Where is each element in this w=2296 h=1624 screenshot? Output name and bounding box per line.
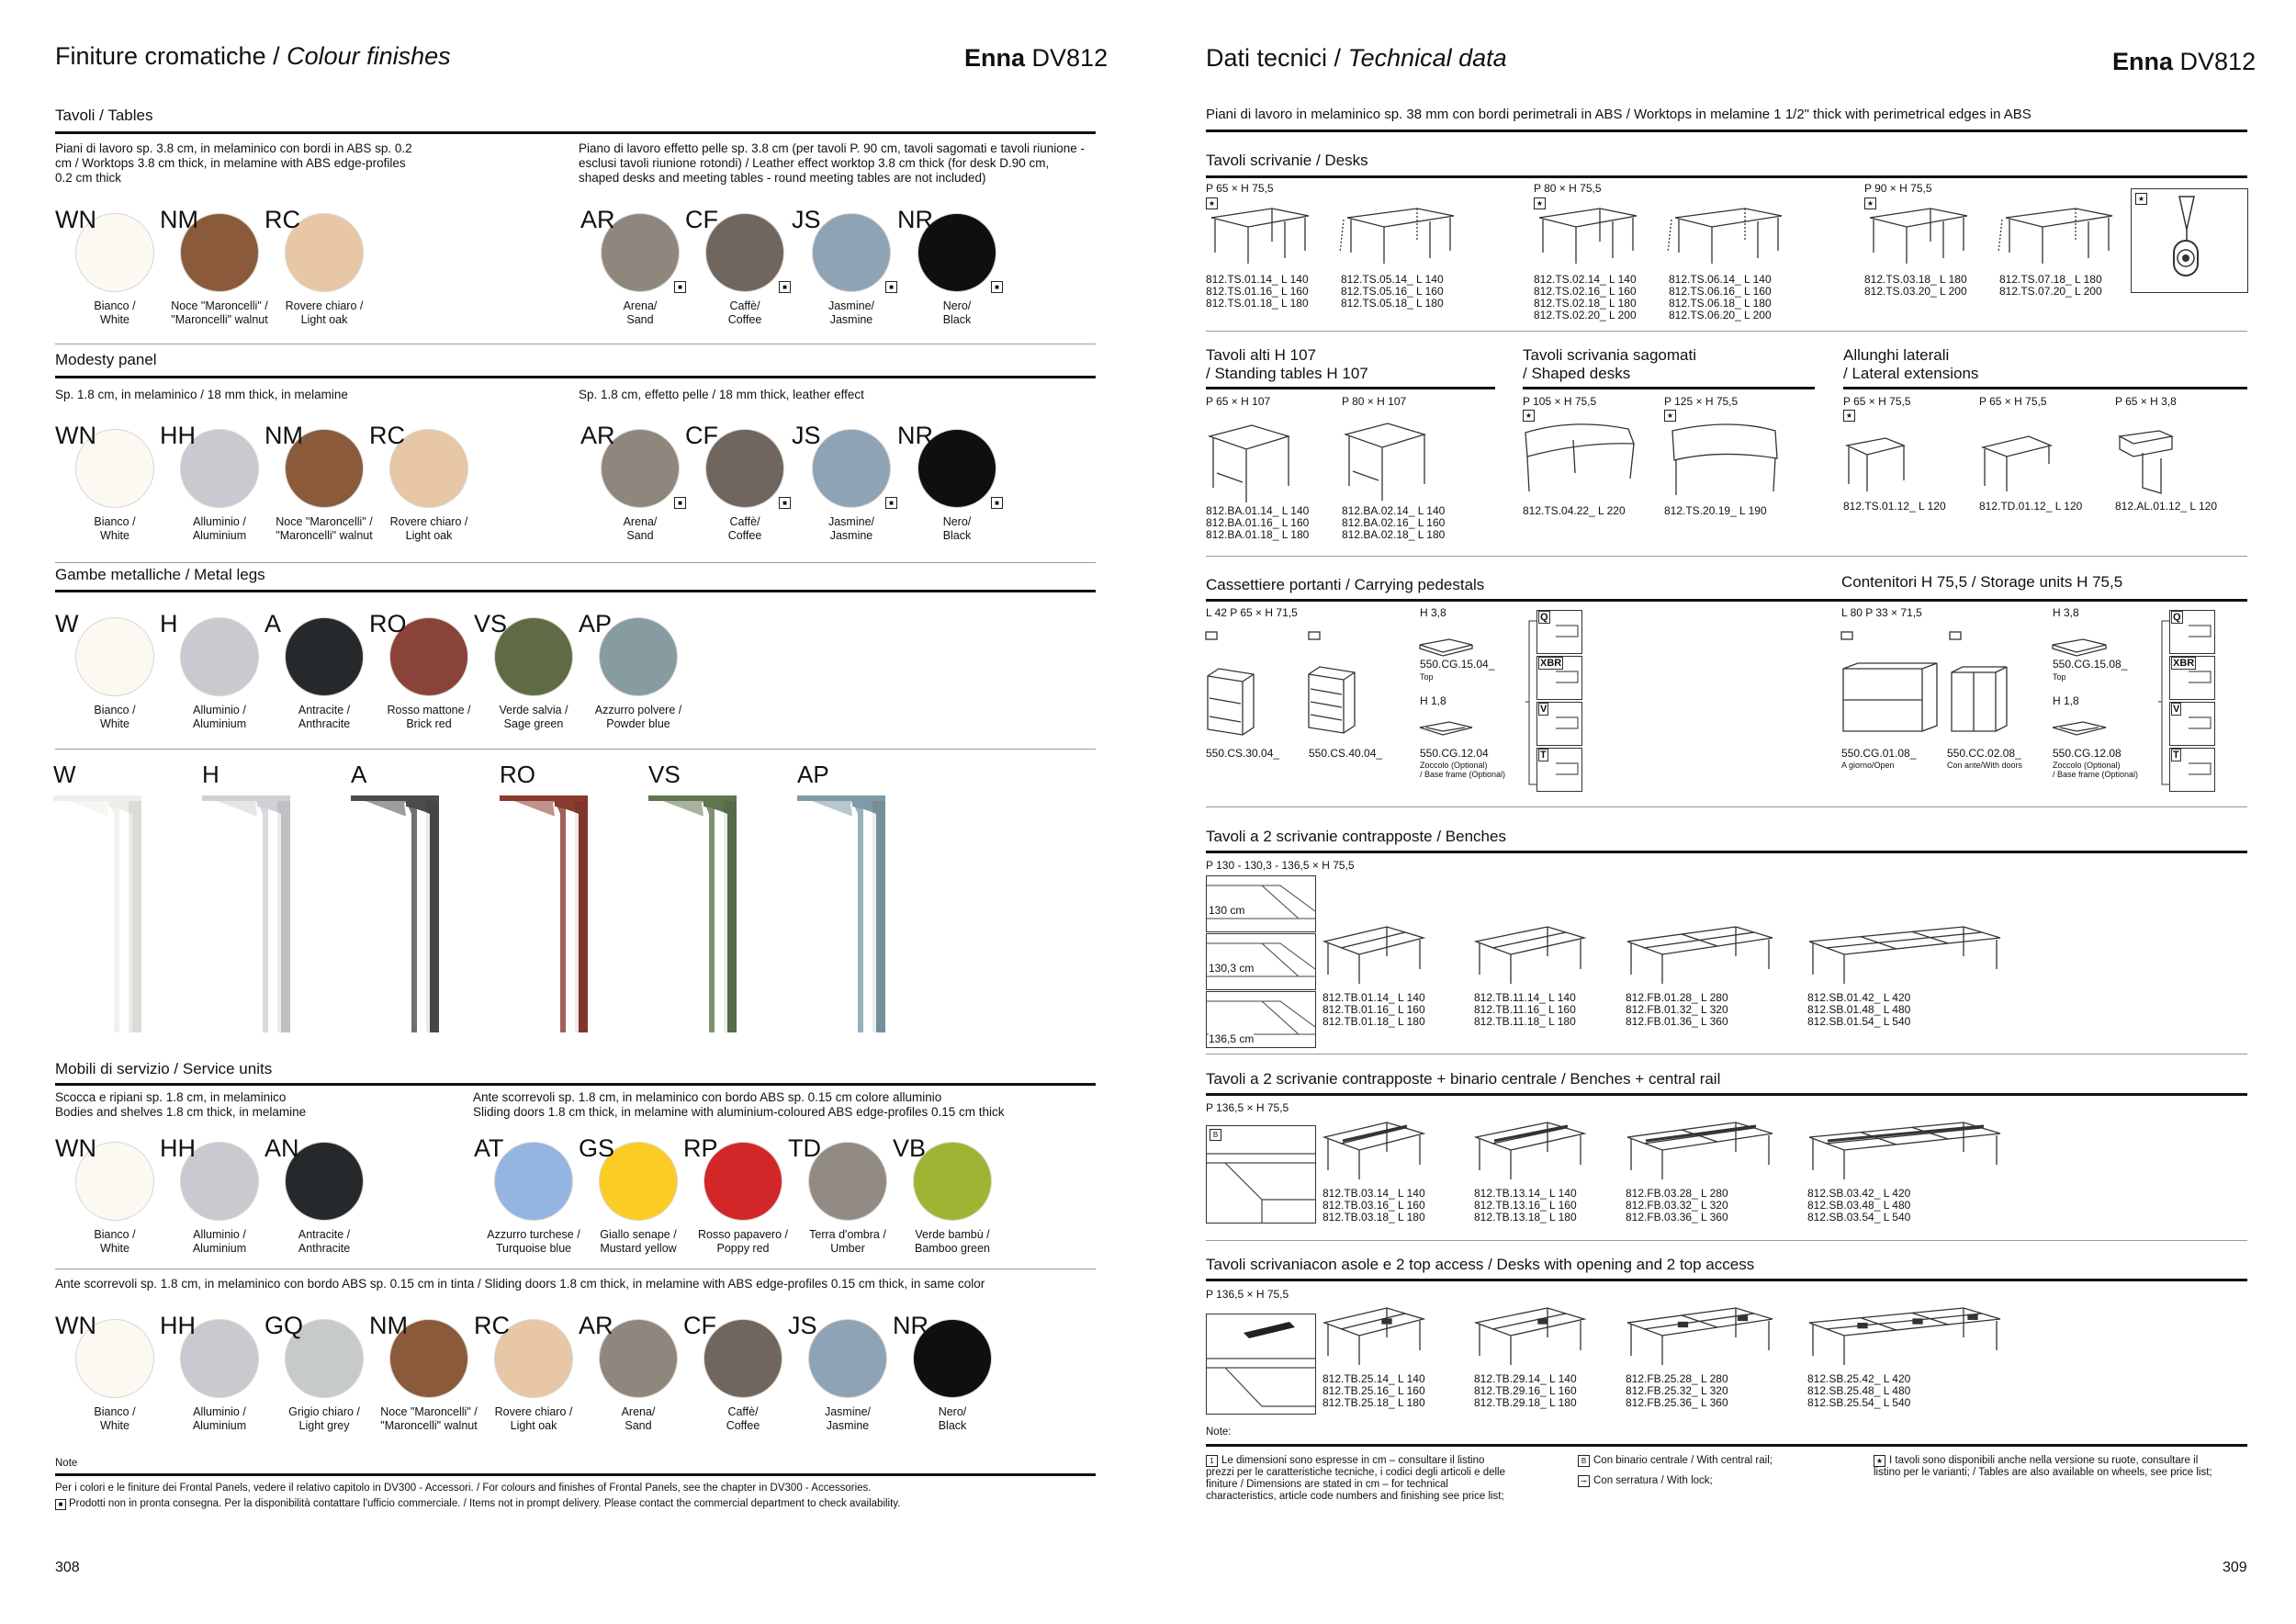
swatch-label: Rovere chiaro / Light oak [494,1405,573,1432]
pedestal-base-label-2: / Base frame (Optional) [1420,770,1506,779]
swatch-label: Antracite / Anthracite [298,1228,351,1255]
section-rule [55,131,1096,134]
swatch-label: Rosso mattone / Brick red [387,704,471,730]
leg-code: W [53,761,76,788]
storage-h38: H 3,8 [2053,606,2079,619]
desk-drawing-extension [2002,207,2131,271]
bench-drawing [1322,1119,1433,1183]
swatch-code: NR [893,1312,929,1339]
storage-code-b: 550.CC.02.08_ [1947,747,2021,760]
note-wheels-text: I tavoli sono disponibili anche nella versione su ruote, consultare il listino per le varianti; / Tables are also available on wheels, see price list; [1874,1455,2212,1478]
swatch-label: Nero/ Black [942,515,972,542]
section-rule [1206,387,1495,389]
swatch-circle [808,1319,887,1398]
leg-code: AP [797,761,829,788]
swatch-label: Rosso papavero / Poppy red [698,1228,788,1255]
modesty-desc-left: Sp. 1.8 cm, in melaminico / 18 mm thick, in melamine [55,388,348,401]
swatch-label: Rovere chiaro / Light oak [285,299,364,326]
rail-detail-drawing [1207,1126,1315,1223]
desk-dim: P 90 × H 75,5 [1864,182,1932,195]
swatch-label: Noce "Maroncelli" / "Maroncelli" walnut [171,299,268,326]
standing-dim-b: P 80 × H 107 [1342,395,1407,408]
swatch-code: GQ [264,1312,304,1339]
swatch-label: Nero/ Black [942,299,972,326]
desk-codes-extension: 812.TS.06.14_ L 140 812.TS.06.16_ L 160 812.TS.06.18_ L 180 812.TS.06.20_ L 200 [1669,273,1772,321]
desk-codes-extension: 812.TS.07.18_ L 180 812.TS.07.20_ L 200 [1999,273,2102,298]
not-in-stock-icon: ■ [991,497,1003,509]
swatch-label: Grigio chiaro / Light grey [288,1405,360,1432]
not-in-stock-icon: ■ [885,497,897,509]
storage-top-code: 550.CG.15.08_ [2053,658,2128,671]
not-in-stock-icon: ■ [779,281,791,293]
handle-code: V [1540,704,1548,715]
modesty-heading: Modesty panel [55,351,157,368]
swatch-label: Verde bambù / Bamboo green [914,1228,990,1255]
bench-codes: 812.TB.03.14_ L 140 812.TB.03.16_ L 160 812.TB.03.18_ L 180 [1322,1187,1425,1224]
note-line-1: Per i colori e le finiture dei Frontal Panels, vedere il relativo capitolo in DV300 - Accessori. / For colours and finishes of Frontal Panels, see the chapter in DV300 - Accessories. [55,1483,872,1494]
rail-dim: P 136,5 × H 75,5 [1206,1101,1289,1114]
pedestal-base-label-1: Zoccolo (Optional) [1420,761,1488,770]
bench-drawing [1626,1304,1782,1369]
handle-code: V [2173,704,2180,715]
handle-code: T [1540,750,1547,761]
handle-code: Q [1540,612,1548,623]
swatch-code: NR [897,422,933,449]
not-in-stock-icon: ■ [55,1499,66,1510]
swatch-label: Jasmine/ Jasmine [827,299,875,326]
not-in-stock-icon: ■ [674,497,686,509]
storage-base-label-2: / Base frame (Optional) [2053,770,2139,779]
swatch-label: Arena/ Sand [621,1405,656,1432]
title-italic: Technical data [1347,44,1507,72]
note-dims [1206,1455,1509,1503]
standing-dim-a: P 65 × H 107 [1206,395,1271,408]
pedestals-heading: Cassettiere portanti / Carrying pedestals [1206,576,1485,593]
worktops-intro: Piani di lavoro in melaminico sp. 38 mm con bordi perimetrali in ABS / Worktops in melamine 1 1/2" thick with perimetrical edges in ABS [1206,107,2032,122]
section-rule [55,1083,1096,1086]
swatch-label: Caffè/ Coffee [726,1405,760,1432]
swatch-code: AR [579,1312,613,1339]
desk-codes-extension: 812.TS.05.14_ L 140 812.TS.05.16_ L 160 812.TS.05.18_ L 180 [1341,273,1444,310]
section-rule [55,1473,1096,1476]
bench-drawing [1474,1119,1593,1183]
not-in-stock-icon: ■ [779,497,791,509]
desk-dim: P 80 × H 75,5 [1534,182,1602,195]
metal-leg-image [500,792,601,1040]
bench-drawing [1474,1304,1593,1369]
note-rail [1578,1455,1773,1467]
desk-drawing [1536,207,1655,271]
section-rule [1206,130,2247,132]
swatch-circle [812,213,891,292]
right-page-title [1206,44,1507,73]
bench-codes: 812.FB.03.28_ L 280 812.FB.03.32_ L 320 812.FB.03.36_ L 360 [1626,1187,1728,1224]
swatch-code: GS [579,1134,615,1162]
star-icon: ★ [1534,197,1546,209]
section-rule [55,590,1096,592]
bench-drawing [1626,1119,1782,1183]
star-icon: ★ [1843,410,1855,422]
access-heading: Tavoli scrivaniacon asole e 2 top access / Desks with opening and 2 top access [1206,1256,1755,1273]
swatch-code: RO [369,610,407,637]
swatch-code: JS [792,206,821,233]
pedestal-top-label: Top [1420,672,1434,682]
swatch-label: Alluminio / Aluminium [192,1228,247,1255]
service-desc-right-1: Ante scorrevoli sp. 1.8 cm, in melaminico con bordo ABS sp. 0.15 cm colore alluminio [473,1090,942,1104]
rail-icon: B [1578,1455,1590,1467]
swatch-circle [285,617,364,696]
divider [55,562,1096,563]
bench-codes: 812.TB.13.14_ L 140 812.TB.13.16_ L 160 812.TB.13.18_ L 180 [1474,1187,1577,1224]
swatch-code: HH [160,1134,196,1162]
star-icon: ★ [1523,410,1535,422]
swatch-label: Caffè/ Coffee [727,515,762,542]
swatch-label: Noce "Maroncelli" / "Maroncelli" walnut [380,1405,478,1432]
storage-h18: H 1,8 [2053,694,2079,707]
swatch-label: Alluminio / Aluminium [192,704,247,730]
extension-code-a: 812.TS.01.12_ L 120 [1843,500,1946,513]
legs-heading: Gambe metalliche / Metal legs [55,566,265,583]
storage-dim: L 80 P 33 × 71,5 [1841,606,1922,619]
metal-leg-image [351,792,452,1040]
swatch-circle [180,617,259,696]
section-rule [1841,599,2247,602]
storage-top-label: Top [2053,672,2066,682]
title-main: Dati tecnici / [1206,44,1348,72]
desk-codes: 812.TS.02.14_ L 140 812.TS.02.16_ L 160 812.TS.02.18_ L 180 812.TS.02.20_ L 200 [1534,273,1637,321]
extension-dim-a: P 65 × H 75,5 [1843,395,1911,408]
bench-drawing [1807,1304,2009,1369]
standing-codes-b: 812.BA.02.14_ L 140 812.BA.02.16_ L 160 812.BA.02.18_ L 180 [1342,504,1446,541]
swatch-label: Arena/ Sand [623,299,658,326]
swatch-circle [812,429,891,508]
brand-name: Enna [964,44,1026,72]
swatch-label: Bianco / White [94,515,136,542]
swatch-label: Giallo senape / Mustard yellow [600,1228,677,1255]
modesty-desc-right: Sp. 1.8 cm, effetto pelle / 18 mm thick, leather effect [579,388,864,401]
pedestal-base-code: 550.CG.12.04 [1420,747,1489,760]
divider [1206,331,2247,332]
shaped-code-b: 812.TS.20.19_ L 190 [1664,504,1767,517]
access-dim: P 136,5 × H 75,5 [1206,1288,1289,1301]
swatch-code: HH [160,1312,196,1339]
bench-codes: 812.FB.25.28_ L 280 812.FB.25.32_ L 320 812.FB.25.36_ L 360 [1626,1372,1728,1409]
swatch-label: Bianco / White [94,299,136,326]
swatch-label: Terra d'ombra / Umber [809,1228,886,1255]
shaped-code-a: 812.TS.04.22_ L 220 [1523,504,1626,517]
rail-detail-box [1206,1125,1316,1224]
page-number-right: 309 [2223,1560,2247,1575]
desk-drawing [1866,207,1986,271]
bench-depth-box [1206,875,1316,932]
swatch-label: Jasmine/ Jasmine [824,1405,872,1432]
not-in-stock-icon: ■ [991,281,1003,293]
swatch-code: NM [160,206,198,233]
note-rail-text: Con binario centrale / With central rail; [1593,1455,1773,1466]
right-note-heading: Note: [1206,1427,1232,1438]
pedestal-drawings [1206,625,2247,772]
access-detail-box [1206,1314,1316,1415]
swatch-label: Verde salvia / Sage green [499,704,568,730]
swatch-code: CF [683,1312,716,1339]
bench-drawing [1474,923,1593,987]
storage-base-label-1: Zoccolo (Optional) [2053,761,2121,770]
swatch-code: RC [474,1312,510,1339]
star-icon: ★ [1206,197,1218,209]
swatch-label: Azzurro turchese / Turquoise blue [487,1228,580,1255]
swatch-code: WN [55,1134,96,1162]
swatch-code: VS [474,610,508,637]
swatch-label: Azzurro polvere / Powder blue [594,704,682,730]
bench-codes: 812.TB.29.14_ L 140 812.TB.29.16_ L 160 812.TB.29.18_ L 180 [1474,1372,1577,1409]
rail-icon: B [1210,1129,1221,1141]
service-desc-left-1: Scocca e ripiani sp. 1.8 cm, in melaminico [55,1090,287,1104]
swatch-code: JS [792,422,821,449]
storage-heading: Contenitori H 75,5 / Storage units H 75,5 [1841,573,2123,591]
section-rule [1206,851,2247,853]
metal-leg-image [53,792,154,1040]
brand-name: Enna [2112,48,2174,75]
handle-code: XBR [1540,658,1562,669]
leg-code: RO [500,761,535,788]
bench-depth-label: 136,5 cm [1209,1032,1255,1045]
desk-codes: 812.TS.01.14_ L 140 812.TS.01.16_ L 160 812.TS.01.18_ L 180 [1206,273,1309,310]
tables-desc-left: Piani di lavoro sp. 3.8 cm, in melaminico con bordi in ABS sp. 0.2 cm / Worktops 3.8 cm thick, in melamine with ABS edge-profiles 0.2 cm thick [55,141,412,185]
bench-drawing [1322,923,1433,987]
swatch-circle [75,617,154,696]
leg-code: H [202,761,219,788]
extensions-heading [1843,346,1978,383]
handle-code: XBR [2173,658,2195,669]
bench-depth-label: 130,3 cm [1209,962,1255,975]
swatch-label: Nero/ Black [938,1405,967,1432]
divider [1206,1240,2247,1241]
swatch-code: VB [893,1134,927,1162]
swatch-label: Bianco / White [94,1228,136,1255]
note-wheels [1874,1455,2213,1479]
swatch-label: Jasmine/ Jasmine [827,515,875,542]
star-icon: ★ [1864,197,1876,209]
standing-heading [1206,346,1368,383]
bench-depth-box [1206,991,1316,1048]
swatch-code: NR [897,206,933,233]
bench-drawing [1626,923,1782,987]
metal-leg-image [202,792,303,1040]
swatch-code: RP [683,1134,718,1162]
pedestal-code-a: 550.CS.30.04_ [1206,747,1280,760]
bench-codes: 812.FB.01.28_ L 280 812.FB.01.32_ L 320 812.FB.01.36_ L 360 [1626,991,1728,1028]
note-lock [1578,1475,1713,1487]
page-number-left: 308 [55,1560,80,1575]
note-dims-text: Le dimensioni sono espresse in cm – consultare il listino prezzi per le caratteristiche tecniche, i codici degli articoli e delle finiture / Dimensions are stated in cm – for technical characteristics, article code numbers and finishing see price list; [1206,1455,1505,1502]
bench-codes: 812.TB.11.14_ L 140 812.TB.11.16_ L 160 812.TB.11.18_ L 180 [1474,991,1576,1028]
extension-code-c: 812.AL.01.12_ L 120 [2115,500,2217,513]
extension-dim-c: P 65 × H 3,8 [2115,395,2177,408]
pedestal-top-code: 550.CG.15.04_ [1420,658,1495,671]
extension-dim-b: P 65 × H 75,5 [1979,395,2047,408]
wheel-icon [2132,189,2247,292]
swatch-code: H [160,610,178,637]
swatch-label: Arena/ Sand [623,515,658,542]
extensions-heading-1: Allunghi laterali [1843,346,1950,364]
bench-drawing [1807,1119,2009,1183]
star-icon: ★ [1664,410,1676,422]
note-heading: Note [55,1458,78,1469]
swatch-label: Noce "Maroncelli" / "Maroncelli" walnut [276,515,373,542]
desk-codes: 812.TS.03.18_ L 180 812.TS.03.20_ L 200 [1864,273,1967,298]
desk-dim: P 65 × H 75,5 [1206,182,1274,195]
swatch-code: WN [55,422,96,449]
standing-codes-a: 812.BA.01.14_ L 140 812.BA.01.16_ L 160 812.BA.01.18_ L 180 [1206,504,1310,541]
section-rule [1206,175,2247,178]
benches-heading: Tavoli a 2 scrivanie contrapposte / Benches [1206,828,1506,845]
tables-desc-right: Piano di lavoro effetto pelle sp. 3.8 cm (per tavoli P. 90 cm, tavoli sagomati e tavoli riunione - esclusi tavoli riunione rotondi) / Leather effect worktop 3.8 cm thick (for desk D.90 cm, shaped desks and meeting tables - round meeting tables are not included) [579,141,1086,185]
swatch-code: AP [579,610,613,637]
brand-code: DV812 [2179,48,2257,75]
brand-code: DV812 [1031,44,1109,72]
extension-code-b: 812.TD.01.12_ L 120 [1979,500,2083,513]
divider [1206,806,2247,807]
swatch-code: AR [580,206,615,233]
storage-label-a: A giorno/Open [1841,761,1895,770]
pedestal-code-b: 550.CS.40.04_ [1309,747,1383,760]
pedestal-dim: L 42 P 65 × H 71,5 [1206,606,1298,619]
swatch-code: NM [369,1312,408,1339]
swatch-label: Antracite / Anthracite [298,704,351,730]
rail-heading: Tavoli a 2 scrivanie contrapposte + binario centrale / Benches + central rail [1206,1070,1721,1088]
swatch-code: AR [580,422,615,449]
right-brand [2112,48,2256,76]
swatch-code: TD [788,1134,821,1162]
metal-leg-image [648,792,749,1040]
leg-code: VS [648,761,681,788]
swatch-code: JS [788,1312,817,1339]
extensions-heading-2: / Lateral extensions [1843,365,1979,382]
title-main: Finiture cromatiche / [55,42,287,70]
shaped-heading-1: Tavoli scrivania sagomati [1523,346,1696,364]
bench-codes: 812.TB.01.14_ L 140 812.TB.01.16_ L 160 812.TB.01.18_ L 180 [1322,991,1425,1028]
bench-codes: 812.SB.03.42_ L 420 812.SB.03.48_ L 480 812.SB.03.54_ L 540 [1807,1187,1911,1224]
swatch-code: CF [685,206,718,233]
tables-heading: Tavoli / Tables [55,107,153,124]
swatch-label: Bianco / White [94,704,136,730]
bench-drawing [1322,1304,1433,1369]
star-icon: ★ [1874,1455,1885,1467]
storage-label-b: Con ante/With doors [1947,761,2023,770]
bench-drawing [1807,923,2009,987]
swatch-label: Alluminio / Aluminium [192,1405,247,1432]
leg-code: A [351,761,367,788]
swatch-label: Rovere chiaro / Light oak [389,515,468,542]
swatch-circle [494,1142,573,1221]
swatch-label: Alluminio / Aluminium [192,515,247,542]
swatch-code: AN [264,1134,299,1162]
metal-leg-image [797,792,898,1040]
swatch-code: RC [369,422,405,449]
divider [55,749,1096,750]
section-rule [1523,387,1815,389]
handle-code: T [2173,750,2179,761]
standing-heading-2: / Standing tables H 107 [1206,365,1368,382]
swatch-code: W [55,610,79,637]
shaped-dim-b: P 125 × H 75,5 [1664,395,1739,408]
swatch-code: RC [264,206,300,233]
access-detail-drawing [1207,1314,1315,1414]
swatch-code: HH [160,422,196,449]
pedestal-h38: H 3,8 [1420,606,1446,619]
standing-heading-1: Tavoli alti H 107 [1206,346,1317,364]
storage-code-a: 550.CG.01.08_ [1841,747,1917,760]
swatch-code: CF [685,422,718,449]
swatch-code: A [264,610,282,637]
section-rule [55,376,1096,378]
bench-codes: 812.TB.25.14_ L 140 812.TB.25.16_ L 160 812.TB.25.18_ L 180 [1322,1372,1425,1409]
service-desc-left-2: Bodies and shelves 1.8 cm thick, in melamine [55,1105,307,1119]
bench-depth-box [1206,933,1316,990]
left-page-title [55,42,451,71]
desk-drawing [1208,207,1327,271]
note-line-2-text: Prodotti non in pronta consegna. Per la disponibilità contattare l'ufficio commerciale. / Items not in prompt delivery. Please contact the commercial department to check availability. [69,1498,901,1509]
shaped-heading-2: / Shaped desks [1523,365,1631,382]
bench-codes: 812.SB.01.42_ L 420 812.SB.01.48_ L 480 812.SB.01.54_ L 540 [1807,991,1911,1028]
service-desc-right-2: Sliding doors 1.8 cm thick, in melamine with aluminium-coloured ABS edge-profiles 0.15 cm thick [473,1105,1005,1119]
service-heading: Mobili di servizio / Service units [55,1060,273,1077]
section-rule [1206,1093,2247,1096]
swatch-code: WN [55,206,96,233]
title-italic: Colour finishes [287,42,451,70]
swatch-code: AT [474,1134,504,1162]
section-rule [1206,1444,2247,1447]
bench-codes: 812.SB.25.42_ L 420 812.SB.25.48_ L 480 812.SB.25.54_ L 540 [1807,1372,1911,1409]
left-brand [964,44,1108,73]
bench-depth-label: 130 cm [1209,904,1245,917]
shaped-dim-a: P 105 × H 75,5 [1523,395,1597,408]
pedestal-h18: H 1,8 [1420,694,1446,707]
section-rule [1843,387,2247,389]
desk-drawing-extension [1671,207,1800,271]
sliding-desc: Ante scorrevoli sp. 1.8 cm, in melaminico con bordo ABS sp. 0.15 cm in tinta / Sliding doors 1.8 cm thick, in melamine with ABS edge-profiles 0.15 cm thick, in same color [55,1277,985,1291]
note-line-2 [55,1498,900,1510]
not-in-stock-icon: ■ [885,281,897,293]
swatch-label: Caffè/ Coffee [727,299,762,326]
handle-code: Q [2173,612,2181,623]
swatch-code: WN [55,1312,96,1339]
wheel-detail-box [2131,188,2248,293]
desks-heading: Tavoli scrivanie / Desks [1206,152,1368,169]
swatch-label: Bianco / White [94,1405,136,1432]
swatch-code: NM [264,422,303,449]
star-icon: ★ [2135,193,2147,205]
lock-icon: ⊸ [1578,1475,1590,1487]
divider [1206,556,2247,557]
shaped-heading [1523,346,1696,383]
desk-drawing-extension [1344,207,1472,271]
info-icon: 1 [1206,1455,1218,1467]
benches-dim: P 130 - 130,3 - 136,5 × H 75,5 [1206,859,1355,872]
not-in-stock-icon: ■ [674,281,686,293]
storage-base-code: 550.CG.12.08 [2053,747,2122,760]
section-rule [1206,1279,2247,1281]
note-lock-text: Con serratura / With lock; [1593,1475,1713,1486]
